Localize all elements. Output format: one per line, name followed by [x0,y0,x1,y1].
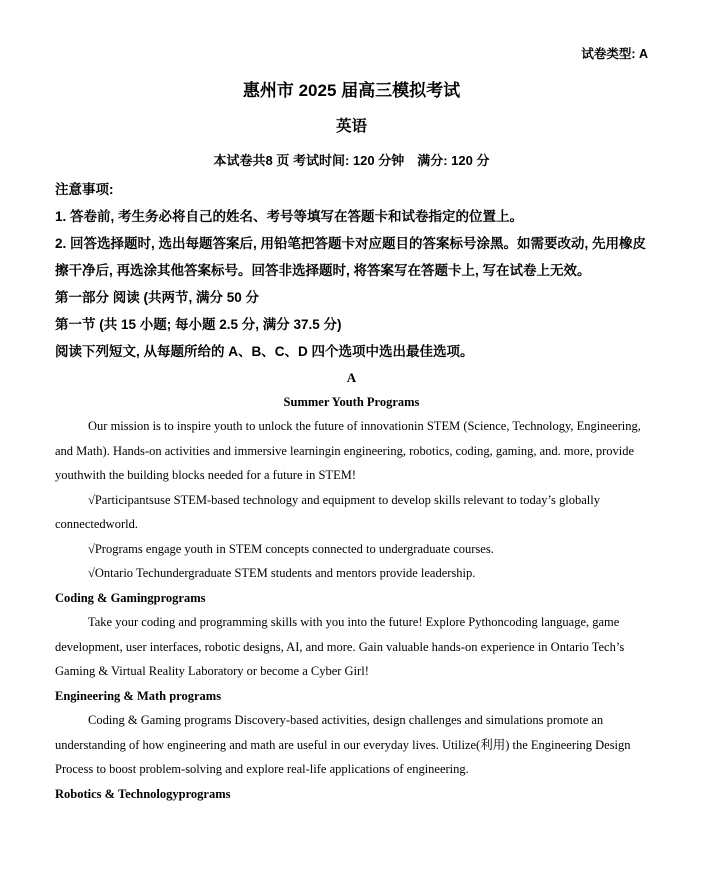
exam-subject: 英语 [335,118,367,135]
passage-check-item: √Participantsuse STEM-based technology and equipment to develop skills relevant to today’s globally connectedworld. [55,492,600,531]
passage-body [55,414,648,806]
passage-paragraph: Our mission is to inspire youth to unlock the future of innovationin STEM (Science, Technology, Engineering, and Math). Hands-on activities and immersive learningin engineering, robotics, coding, gaming, and. more, provide youthwith the building blocks needed for a future in STEM! [55,419,641,482]
exam-title: 惠州市 2025 届高三模拟考试 [242,81,461,100]
passage-label: A [346,370,357,385]
notices-heading: 注意事项: [55,182,114,197]
passage-heading: Engineering & Math programs [55,688,222,703]
section1-heading: 第一节 (共 15 小题; 每小题 2.5 分, 满分 37.5 分) [55,317,342,332]
part1-heading: 第一部分 阅读 (共两节, 满分 50 分 [55,290,260,305]
passage-paragraph: Coding & Gaming programs Discovery-based activities, design challenges and simulations promote an understanding of how engineering and math are useful in our everyday lives. Utilize(利用) the Engineering Design Process to boost problem-solving and explore real-life applications of engineering. [55,713,631,776]
exam-info-line: 本试卷共8 页 考试时间: 120 分钟 满分: 120 分 [213,153,490,168]
passage-heading: Coding & Gamingprograms [55,590,206,605]
notice-item-1: 1. 答卷前, 考生务必将自己的姓名、考号等填写在答题卡和试卷指定的位置上。 [55,209,524,224]
passage-heading: Robotics & Technologyprograms [55,786,231,801]
passage-title: Summer Youth Programs [283,395,420,409]
paper-type-label: 试卷类型: A [581,47,648,61]
reading-instruction: 阅读下列短文, 从每题所给的 A、B、C、D 四个选项中选出最佳选项。 [55,344,474,359]
passage-check-item: √Ontario Techundergraduate STEM students and mentors provide leadership. [88,566,476,580]
passage-paragraph: Take your coding and programming skills with you into the future! Explore Pythoncoding language, game development, user interfaces, robotic designs, AI, and more. Gain valuable hands-on experience in Ontario Tech’s Gaming & Virtual Reality Laboratory or become a Cyber Girl! [55,615,625,678]
notice-item-2: 2. 回答选择题时, 选出每题答案后, 用铅笔把答题卡对应题目的答案标号涂黑。如需要改动, 先用橡皮擦干净后, 再选涂其他答案标号。回答非选择题时, 将答案写在答题卡上, 写在试卷上无效。 [55,236,647,278]
passage-check-item: √Programs engage youth in STEM concepts connected to undergraduate courses. [88,541,494,556]
